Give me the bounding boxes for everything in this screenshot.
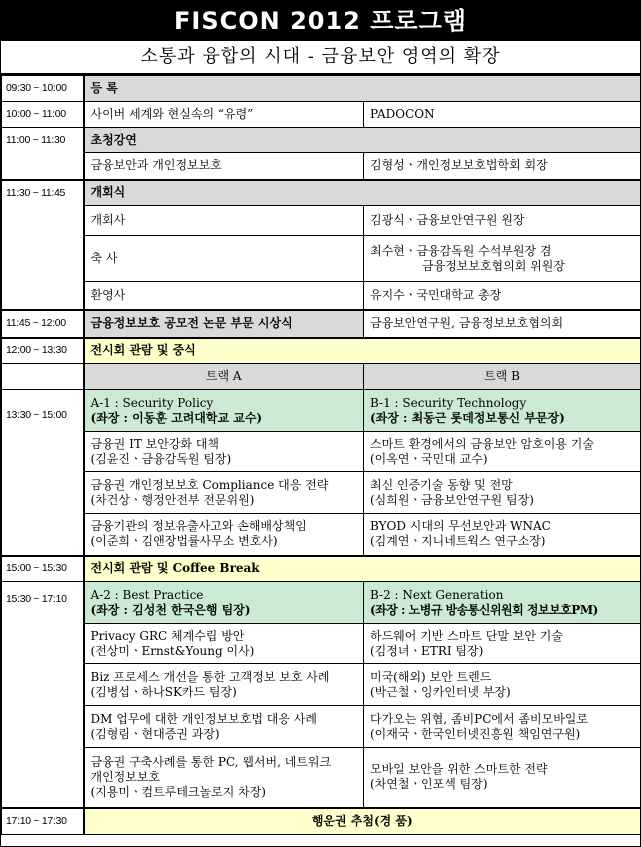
time-cell: 09:30 ~ 10:00	[2, 76, 84, 102]
page-title: FISCON 2012 프로그램	[1, 1, 640, 41]
talk-speaker: (김정녀ㆍETRI 팀장)	[370, 643, 484, 658]
talk-title: Biz 프로세스 개선을 통한 고객정보 보호 사례	[90, 669, 330, 684]
session-chair: (좌장 : 김성천 한국은행 팀장)	[90, 602, 251, 617]
talk-title: 다가오는 위협, 좀비PC에서 좀비모바일로	[370, 711, 588, 726]
talk-title: 금융보안과 개인정보보호	[84, 153, 364, 180]
row-session2-talk	[2, 624, 641, 664]
talk-b	[364, 472, 641, 514]
talk-b	[364, 514, 641, 556]
time-cell: 13:30 ~ 15:00	[2, 390, 84, 556]
time-cell: 11:45 ~ 12:00	[2, 310, 84, 338]
time-cell: 11:30 ~ 11:45	[2, 180, 84, 310]
talk-a	[84, 432, 364, 472]
session-title: A-2 : Best Practice	[90, 587, 204, 602]
row-session2-talk	[2, 706, 641, 748]
registration-label: 등 록	[84, 76, 641, 102]
time-cell: 17:10 ~ 17:30	[2, 808, 84, 835]
talk-speaker: (김윤진ㆍ금융감독원 팀장)	[90, 451, 232, 466]
row-session2-header	[2, 582, 641, 624]
talk-speaker: (심희원ㆍ금융보안연구원 팀장)	[370, 492, 534, 507]
talk-title: BYOD 시대의 무선보안과 WNAC	[370, 519, 551, 534]
talk-title: 금융권 구축사례를 통한 PC, 웹서버, 네트워크	[90, 754, 332, 769]
row-opening-item	[2, 206, 641, 236]
row-tracks	[2, 364, 641, 390]
opening-label: 개회식	[84, 180, 641, 206]
session2-b-header	[364, 582, 641, 624]
row-lottery	[2, 808, 641, 835]
talk-a	[84, 514, 364, 556]
session2-a-header	[84, 582, 364, 624]
schedule-table	[1, 75, 641, 835]
row-opening-item	[2, 282, 641, 310]
session-title: B-1 : Security Technology	[370, 395, 527, 410]
session-chair: (좌장 : 최동근 롯데정보통신 부문장)	[370, 410, 565, 425]
talk-title: 금융권 IT 보안강화 대책	[90, 436, 220, 451]
row-session2-talk	[2, 664, 641, 706]
talk-title: 금융권 개인정보보호 Compliance 대응 전략	[90, 477, 329, 492]
row-opening-item	[2, 236, 641, 282]
talk-b	[364, 664, 641, 706]
talk-speaker: 김형성ㆍ개인정보보호법학회 회장	[364, 153, 641, 180]
session-title: B-2 : Next Generation	[370, 587, 504, 602]
opening-item-title: 축 사	[84, 236, 364, 282]
talk-a	[84, 624, 364, 664]
talk-title: 최신 인증기술 동향 및 전망	[370, 477, 513, 492]
row-invited-talk	[2, 153, 641, 180]
time-cell: 11:00 ~ 11:30	[2, 128, 84, 180]
talk-b	[364, 432, 641, 472]
lunch-label: 전시회 관람 및 중식	[84, 338, 641, 364]
time-cell: 15:30 ~ 17:10	[2, 582, 84, 808]
talk-speaker: PADOCON	[364, 102, 641, 128]
time-cell	[2, 364, 84, 390]
lottery-label: 행운권 추첨(경 품)	[84, 808, 641, 835]
talk-speaker: (김병섭ㆍ하나SK카드 팀장)	[90, 684, 237, 699]
talk-a	[84, 472, 364, 514]
talk-speaker: (차건상ㆍ행정안전부 전문위원)	[90, 492, 255, 507]
row-session1-talk	[2, 472, 641, 514]
talk-speaker: (지용미ㆍ컴트루테크놀로지 차장)	[90, 784, 266, 799]
talk-speaker: (차연철ㆍ인포섹 팀장)	[370, 777, 488, 792]
track-a-heading: 트랙 A	[84, 364, 364, 390]
row-session1-talk	[2, 514, 641, 556]
award-label: 금융정보보호 공모전 논문 부문 시상식	[84, 310, 364, 338]
talk-a	[84, 664, 364, 706]
talk-title: Privacy GRC 체계수립 방안	[90, 628, 245, 643]
session-chair: (좌장 : 이동훈 고려대학교 교수)	[90, 410, 263, 425]
talk-title: DM 업무에 대한 개인정보보호법 대응 사례	[90, 711, 317, 726]
talk-title: 스마트 환경에서의 금융보안 암호이용 기술	[370, 436, 594, 451]
row-break	[2, 556, 641, 582]
row-registration	[2, 76, 641, 102]
time-cell: 10:00 ~ 11:00	[2, 102, 84, 128]
talk-a	[84, 706, 364, 748]
talk-title: 사이버 세계와 현실속의 “유령”	[84, 102, 364, 128]
talk-speaker: (이재국ㆍ한국인터넷진흥원 책임연구원)	[370, 726, 581, 741]
row-cyber	[2, 102, 641, 128]
session1-b-header	[364, 390, 641, 432]
talk-speaker: (김계연ㆍ지니네트웍스 연구소장)	[370, 534, 546, 549]
session-chair: (좌장 : 노병규 방송통신위원회 정보보호PM)	[370, 602, 598, 617]
talk-title: 미국(해외) 보안 트렌드	[370, 669, 492, 684]
invited-label: 초청강연	[84, 128, 641, 153]
track-b-heading: 트랙 B	[364, 364, 641, 390]
session-title: A-1 : Security Policy	[90, 395, 214, 410]
talk-speaker: (이준희ㆍ김앤장법률사무소 변호사)	[90, 534, 278, 549]
session1-a-header	[84, 390, 364, 432]
time-cell: 12:00 ~ 13:30	[2, 338, 84, 364]
talk-a	[84, 748, 364, 808]
opening-item-speaker-2: 금융정보보호협의회 위원장	[422, 258, 565, 273]
page-subtitle: 소통과 융합의 시대 - 금융보안 영역의 확장	[1, 41, 640, 75]
talk-title: 하드웨어 기반 스마트 단말 보안 기술	[370, 628, 563, 643]
talk-title-2: 개인정보보호	[90, 769, 161, 784]
row-session2-talk	[2, 748, 641, 808]
talk-speaker: (김형림ㆍ현대증권 과장)	[90, 726, 220, 741]
opening-item-title: 개회사	[84, 206, 364, 236]
talk-title: 모바일 보안을 위한 스마트한 전략	[370, 762, 548, 777]
row-opening-header	[2, 180, 641, 206]
break-label: 전시회 관람 및 Coffee Break	[84, 556, 641, 582]
opening-item-speaker: 최수현ㆍ금융감독원 수석부원장 겸	[370, 243, 552, 258]
opening-item-speaker: 김광식ㆍ금융보안연구원 원장	[364, 206, 641, 236]
award-speaker: 금융보안연구원, 금융정보보호협의회	[364, 310, 641, 338]
talk-b	[364, 748, 641, 808]
opening-item-speaker-cell	[364, 236, 641, 282]
row-session1-header	[2, 390, 641, 432]
talk-speaker: (전상미ㆍErnst&Young 이사)	[90, 643, 255, 658]
opening-item-speaker: 유지수ㆍ국민대학교 총장	[364, 282, 641, 310]
time-cell: 15:00 ~ 15:30	[2, 556, 84, 582]
opening-item-title: 환영사	[84, 282, 364, 310]
row-lunch	[2, 338, 641, 364]
talk-speaker: (박근철ㆍ잉카인터넷 부장)	[370, 684, 511, 699]
row-award	[2, 310, 641, 338]
row-invited-header	[2, 128, 641, 153]
talk-b	[364, 624, 641, 664]
row-session1-talk	[2, 432, 641, 472]
talk-b	[364, 706, 641, 748]
talk-speaker: (이옥연ㆍ국민대 교수)	[370, 451, 488, 466]
talk-title: 금융기관의 정보유출사고와 손해배상책임	[90, 519, 307, 534]
